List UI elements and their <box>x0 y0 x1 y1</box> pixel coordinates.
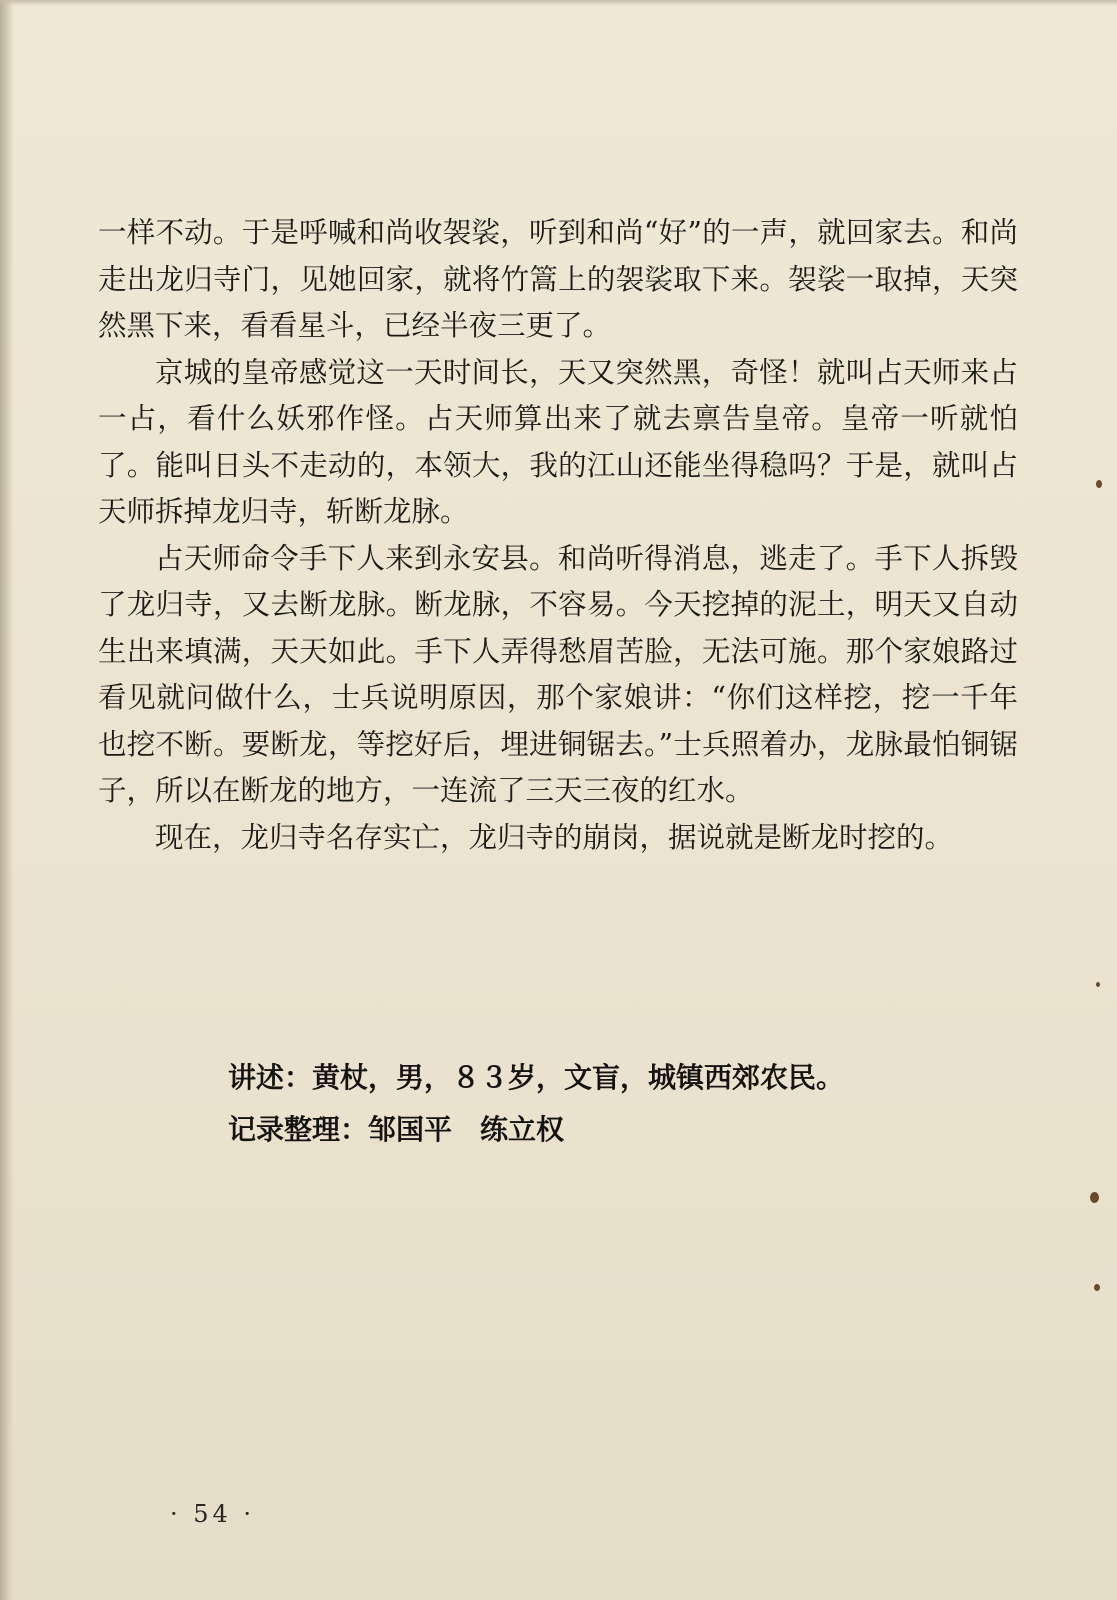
paper-stain <box>1096 480 1102 488</box>
credits <box>228 1052 844 1156</box>
paragraph: 一样不动。于是呼喊和尚收袈裟，听到和尚“好”的一声，就回家去。和尚走出龙归寺门，见她回家，就将竹篙上的袈裟取下来。袈裟一取掉，天突然黑下来，看看星斗，已经半夜三更了。 <box>98 216 1018 342</box>
body-text <box>98 210 1018 861</box>
page-edge-shadow <box>0 0 14 1600</box>
recorder-credit: 记录整理：邹国平 练立权 <box>228 1113 565 1146</box>
page-top-shadow <box>0 0 1117 6</box>
paper-stain <box>1090 1192 1099 1203</box>
paragraph: 京城的皇帝感觉这一天时间长，天又突然黑，奇怪！就叫占天师来占一占，看什么妖邪作怪。占天师算出来了就去禀告皇帝。皇帝一听就怕了。能叫日头不走动的，本领大，我的江山还能坐得稳吗？于是，就叫占天师拆掉龙归寺，斩断龙脉。 <box>98 355 1018 528</box>
paper-stain <box>1096 982 1100 987</box>
paragraph: 占天师命令手下人来到永安县。和尚听得消息，逃走了。手下人拆毁了龙归寺，又去断龙脉。断龙脉，不容易。今天挖掉的泥土，明天又自动生出来填满，天天如此。手下人弄得愁眉苦脸，无法可施。那个家娘路过看见就问做什么，士兵说明原因，那个家娘讲：“你们这样挖，挖一千年也挖不断。要断龙，等挖好后，埋进铜锯去。”士兵照着办，龙脉最怕铜锯子，所以在断龙的地方，一连流了三天三夜的红水。 <box>98 541 1018 807</box>
narrator-credit: 讲述：黄杖，男，８３岁，文盲，城镇西郊农民。 <box>228 1061 845 1094</box>
page-number: · 54 · <box>170 1500 256 1528</box>
paragraph: 现在，龙归寺名存实亡，龙归寺的崩岗，据说就是断龙时挖的。 <box>155 820 954 854</box>
paper-stain <box>1094 1284 1100 1291</box>
